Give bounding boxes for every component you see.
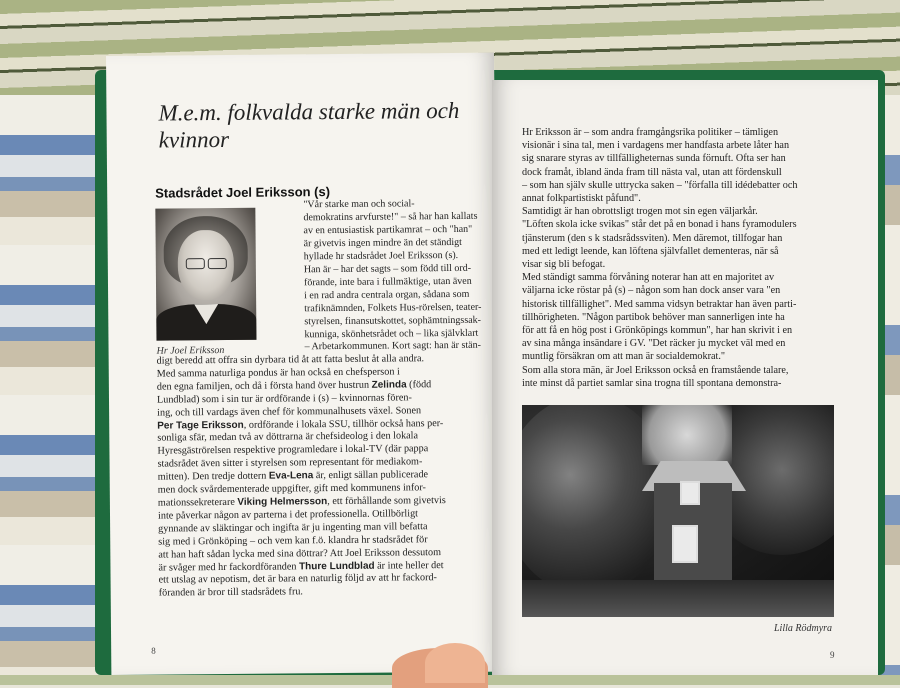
text-line: Per Tage Eriksson, ordförande i lokala SSU, tillhör också hans per- — [157, 417, 444, 432]
text-line: förande, inte bara i fullmäktige, utan även — [303, 275, 472, 288]
text-line: sonliga sfär, medan två av döttrarna är chefsideolog i den lokala — [157, 430, 419, 445]
text-line: Hyresgäströrelsen respektive programledare i lokal-TV (där pappa — [157, 443, 429, 457]
text-line: är givetvis ingen mindre än det ständigt — [303, 236, 462, 250]
text-line: är svåger med hr fackordföranden Thure Lundblad är inte heller det — [158, 559, 444, 574]
text-line: – Arbetarkommunen. Kort sagt: han är stän- — [304, 340, 481, 353]
text-line: gynnande av släktingar och ingifta är ju ingenting man vill befatta — [158, 520, 428, 535]
text-line: Som alla stora män, är Joel Eriksson också en framstående talare, — [522, 364, 789, 376]
intro-text — [303, 198, 482, 355]
text-line: väljarna icke röstar på (s) – någon som han dock anser vara "en — [522, 285, 781, 297]
photo-caption: Lilla Rödmyra — [774, 623, 833, 634]
right-page — [492, 80, 878, 675]
body-text — [157, 353, 485, 601]
text-line: visionär i sina tal, men i vardagens mer handfasta arbete låter han — [522, 140, 790, 152]
text-line: Lundblad) som i sin tur är ordförande i (s) – kvinnornas fören- — [156, 392, 412, 406]
text-line: av en entusiastisk partikamrat – och "han" — [303, 223, 473, 237]
text-line: annat folkpartistiskt påfund". — [522, 193, 641, 205]
text-line: visar sig bli befogat. — [522, 259, 606, 271]
text-line: styrelsen, finansutskottet, sophämtningssak- — [304, 314, 482, 327]
text-line: hyllade hr stadsrådet Joel Eriksson (s). — [303, 249, 459, 263]
text-line: demokratins arvfurste!" – så har han kallats — [303, 210, 478, 224]
text-line: i en rad andra centrala organ, sådana som — [304, 288, 470, 301]
text-line: mationssekreterare Viking Helmersson, ett förhållande som givetvis — [157, 495, 446, 509]
text-line: Med ständigt samma förvåning noterar han att en majoritet av — [522, 272, 775, 284]
text-line: kunniga, skönhetsrådet och – lika självklart — [304, 327, 479, 340]
text-line: trafiknämnden, Folkets Hus-rörelsen, teater- — [304, 301, 482, 314]
text-line: Hr Eriksson är – som andra framgångsrika politiker – tämligen — [522, 127, 779, 138]
text-line: av sina många insändare i GV. "Det räcker ju mycket väl med en — [522, 338, 786, 350]
text-line: historisk tillfällighet". Med samma vidsyn betraktar han även parti- — [522, 298, 797, 310]
text-line: inte minst då partiet samlar sina trogna till spontana demonstra- — [522, 377, 782, 389]
page-number-right: 9 — [830, 650, 835, 660]
text-line: tillhörigheten. "Någon partibok behöver man sannerligen inte ha — [522, 311, 785, 323]
portrait-photo — [155, 208, 256, 341]
text-line: "Löften skola icke svikas" står det på en bonad i hans fyramodulers — [522, 219, 797, 231]
text-line: muntlig försäkran om att man är socialdemokrat." — [522, 351, 726, 363]
text-line: att han haft sådan lycka med sina döttrar? Att Joel Eriksson dessutom — [158, 546, 442, 561]
section-heading: Stadsrådet Joel Eriksson (s) — [155, 184, 331, 201]
text-line: Han är – har det sagts – som född till ord- — [303, 262, 472, 276]
text-line: men dock svårdementerade uppgifter, gift med kommunens infor- — [157, 482, 426, 496]
text-line: med ett ledigt leende, kan löftena självfallet dementeras, när så — [522, 245, 779, 257]
chapter-title: M.e.m. folkvalda starke män och kvinnor — [158, 97, 460, 153]
text-line: tjänsterum (den s k stadsrådssviten). Men däremot, tillfogar han — [522, 232, 783, 244]
hand-fingers-tip — [425, 643, 485, 683]
text-line: digt beredd att offra sin dyrbara tid åt att fatta beslut åt alla andra. — [156, 353, 425, 367]
text-line: föranden är bror till stadsrådets fru. — [158, 586, 304, 599]
text-line: Med samma naturliga pondus är han också en chefsperson i — [156, 366, 400, 380]
text-line: Samtidigt är han obrottsligt trogen mot sin egen väljarkår. — [522, 206, 758, 218]
text-line: "Vår starke man och social- — [303, 198, 415, 211]
text-line: ing, och till vardags även chef för kommunalhusets växel. Sonen — [157, 404, 422, 419]
portrait-caption: Hr Joel Eriksson — [156, 344, 225, 357]
text-line: för att få en hög post i Grönköpings kommun", har han skrivit i en — [522, 325, 793, 337]
body-text-right — [522, 126, 836, 390]
text-line: ett utslag av nepotism, det är bara en naturlig följd av att hr fackord- — [158, 572, 437, 586]
text-line: – som han själv skulle uttrycka saken – "förfalla till idédebatter och — [522, 179, 798, 191]
text-line: stadsrådet även sitter i styrelsen som representant för mediakom- — [157, 456, 423, 470]
page-number-left: 8 — [151, 645, 156, 656]
house-photo — [522, 405, 834, 617]
text-line: sig med i Grönköping – och vem kan f.ö. klandra hr stadsrådet för — [158, 533, 428, 548]
left-page — [106, 53, 499, 675]
text-line: dock framåt, ibland ända fram till nästa val, utan att fördenskull — [522, 166, 782, 178]
text-line: sig snarare styras av tillfälligheternas sunda förnuft. Ofta ser han — [522, 153, 786, 165]
text-line: mitten). Den tredje dottern Eva-Lena är, enligt sällan publicerade — [157, 469, 429, 483]
tablecloth-left — [0, 95, 110, 675]
text-line: inte påverkar någon av parterna i det professionella. Otillbörligt — [157, 508, 419, 522]
text-line: den egna familjen, och då i första hand över hustrun Zelinda (född — [156, 378, 432, 393]
